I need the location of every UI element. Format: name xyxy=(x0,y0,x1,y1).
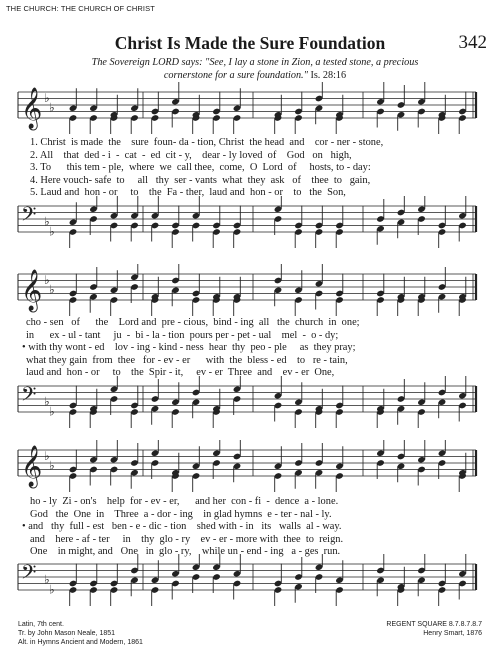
bass-staff-system-2 xyxy=(0,376,500,436)
lyric-line: God the One in Three a - dor - ing in glad hymns e - ter - nal - ly. xyxy=(30,508,332,520)
svg-text:♭: ♭ xyxy=(44,448,50,463)
bass-staff-system-1 xyxy=(0,196,500,256)
treble-staff-system-2 xyxy=(0,264,500,324)
bass-staff-system-3 xyxy=(0,554,500,614)
lyric-line: what they gain from thee for - ev - er with the bless - ed to re - tain, xyxy=(26,354,348,366)
credit-line: Latin, 7th cent. xyxy=(18,621,64,628)
epigraph-reference: Is. 28:16 xyxy=(310,70,347,81)
tune-credits xyxy=(386,620,482,638)
epigraph-line-1: The Sovereign LORD says: "See, I lay a stone in Zion, a tested stone, a precious xyxy=(91,57,419,68)
lyric-line: 1. Christ is made the sure foun- da - tion, Christ the head and cor - ner - stone, xyxy=(30,137,384,148)
svg-text:♭: ♭ xyxy=(44,272,50,287)
scripture-epigraph xyxy=(60,56,450,82)
svg-text:♭: ♭ xyxy=(49,282,55,297)
svg-text:♭: ♭ xyxy=(49,100,55,115)
epigraph-line-2: cornerstone for a sure foundation." xyxy=(163,70,308,81)
lyric-line: and here - af - ter in thy glo - ry ev - er - more with thee to reign. xyxy=(30,533,344,545)
lyric-line: in ex - ul - tant ju - bi - la - tion pours per - pet - ual mel - o - dy; xyxy=(26,329,339,341)
svg-text:♭: ♭ xyxy=(44,90,50,105)
hymn-number: 342 xyxy=(458,32,487,53)
lyric-line: 3. To this tem - ple, where we call thee, come, O Lord of hosts, to - day: xyxy=(30,162,371,173)
treble-staff-system-3 xyxy=(0,440,500,500)
svg-text:♭: ♭ xyxy=(49,224,55,239)
lyric-line: 4. Here vouch- safe to all thy ser - vants what they ask of thee to gain, xyxy=(30,174,371,186)
svg-text:♭: ♭ xyxy=(49,404,55,419)
svg-text:♭: ♭ xyxy=(44,572,50,587)
text-credits xyxy=(18,620,143,647)
svg-text:♭: ♭ xyxy=(49,582,55,597)
svg-text:𝄞: 𝄞 xyxy=(21,270,43,311)
svg-text:♭: ♭ xyxy=(44,394,50,409)
svg-text:𝄢: 𝄢 xyxy=(21,382,37,411)
lyric-line: • with thy wont - ed lov - ing - kind - ness hear thy peo - ple as they pray; xyxy=(22,342,356,353)
lyric-line: ho - ly Zi - on's help for - ev - er, and her con - fi - dence a - lone. xyxy=(30,496,339,507)
svg-text:𝄞: 𝄞 xyxy=(21,446,43,487)
svg-text:𝄢: 𝄢 xyxy=(21,560,37,589)
lyric-line: One in might, and One in glo - ry, while un - end - ing a - ges run. xyxy=(30,546,341,557)
svg-text:♭: ♭ xyxy=(49,458,55,473)
credit-line: Tr. by John Mason Neale, 1851 xyxy=(18,630,116,637)
lyric-line: • and thy full - est ben - e - dic - tion shed with - in its walls al - way. xyxy=(22,521,342,532)
lyric-line: cho - sen of the Lord and pre - cious, bind - ing all the church in one; xyxy=(26,317,360,328)
lyric-line: laud and hon - or to the Spir - it, ev - er Three and ev - er One, xyxy=(26,367,335,378)
composer-credit: Henry Smart, 1876 xyxy=(423,630,482,637)
svg-text:𝄢: 𝄢 xyxy=(21,202,37,231)
credit-line: Alt. in Hymns Ancient and Modern, 1861 xyxy=(18,639,143,646)
svg-text:𝄞: 𝄞 xyxy=(21,88,43,129)
section-heading: THE CHURCH: THE CHURCH OF CHRIST xyxy=(6,4,155,13)
lyric-line: 5. Laud and hon - or to the Fa - ther, laud and hon - or to the Son, xyxy=(30,187,346,198)
tune-name-meter: REGENT SQUARE 8.7.8.7.8.7 xyxy=(386,621,482,628)
lyric-line: 2. All that ded - i - cat - ed cit - y, dear - ly loved of God on high, xyxy=(30,149,352,161)
treble-staff-system-1 xyxy=(0,82,500,142)
svg-text:♭: ♭ xyxy=(44,214,50,229)
hymn-title: Christ Is Made the Sure Foundation xyxy=(114,33,386,53)
